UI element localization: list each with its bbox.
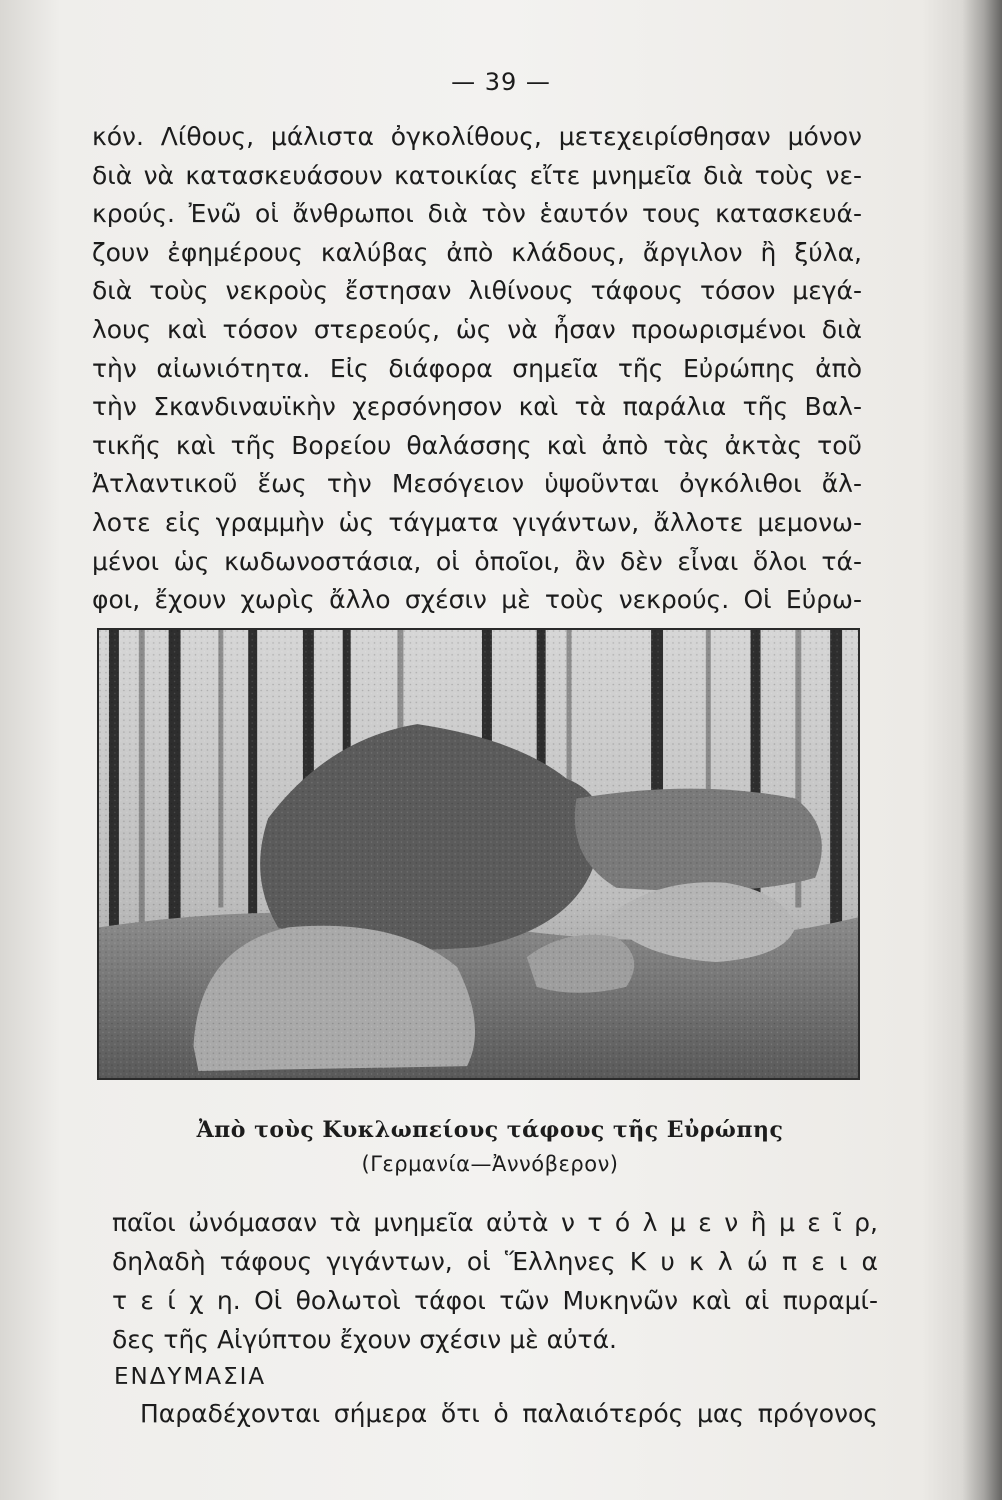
paragraph-top — [92, 118, 862, 620]
megalith-photograph — [97, 628, 860, 1080]
section-first-line: Παραδέχονται σήμερα ὅτι ὁ παλαιότερός μας πρόγονος — [140, 1399, 878, 1428]
paragraph-bottom — [112, 1203, 878, 1359]
text-line: λοτε εἰς γραμμὴν ὡς τάγματα γιγάντων, ἄλλοτε μεμονω- — [92, 507, 862, 537]
text-line: Ἀτλαντικοῦ ἕως τὴν Μεσόγειον ὑψοῦνται ὀγκόλιθοι ἄλ- — [92, 469, 862, 499]
text-line: διὰ τοὺς νεκροὺς ἔστησαν λιθίνους τάφους τόσον μεγά- — [92, 276, 862, 306]
text-line: παῖοι ὠνόμασαν τὰ μνημεῖα αὐτὰ ν τ ό λ μ ε ν ἢ μ ε ῖ ρ, — [112, 1208, 878, 1237]
text-line: ζουν ἐφημέρους καλύβας ἀπὸ κλάδους, ἄργιλον ἢ ξύλα, — [92, 237, 862, 267]
text-line: δηλαδὴ τάφους γιγάντων, οἱ Ἕλληνες Κ υ κ λ ώ π ε ι α — [112, 1247, 878, 1276]
text-line: κρούς. Ἐνῶ οἱ ἄνθρωποι διὰ τὸν ἑαυτόν τους κατασκευά- — [92, 199, 862, 229]
binding-shadow — [962, 0, 1002, 1500]
text-line: λους καὶ τόσον στερεούς, ὡς νὰ ἦσαν προωρισμένοι διὰ — [92, 314, 862, 344]
text-line: κόν. Λίθους, μάλιστα ὀγκολίθους, μετεχειρίσθησαν μόνον — [92, 122, 862, 151]
text-line: μένοι ὡς κωδωνοστάσια, οἱ ὁποῖοι, ἂν δὲν εἶναι ὅλοι τά- — [92, 546, 862, 576]
figure-caption-subtitle: (Γερμανία—Ἀννόβερον) — [361, 1152, 619, 1176]
figure-caption-title: Ἀπὸ τοὺς Κυκλωπείους τάφους τῆς Εὐρώπης — [196, 1117, 784, 1143]
page-number: — 39 — — [451, 68, 551, 96]
section-heading: ΕΝΔΥΜΑΣΙΑ — [114, 1364, 267, 1390]
text-line: φοι, ἔχουν χωρὶς ἄλλο σχέσιν μὲ τοὺς νεκρούς. Οἱ Εὐρω- — [92, 585, 862, 615]
text-line: δες τῆς Αἰγύπτου ἔχουν σχέσιν μὲ αὐτά. — [112, 1325, 618, 1354]
text-line: διὰ νὰ κατασκευάσουν κατοικίας εἴτε μνημεῖα διὰ τοὺς νε- — [92, 160, 862, 190]
text-line: τὴν αἰωνιότητα. Εἰς διάφορα σημεῖα τῆς Εὐρώπης ἀπὸ — [92, 353, 862, 383]
text-line: τὴν Σκανδιναυϊκὴν χερσόνησον καὶ τὰ παράλια τῆς Βαλ- — [92, 392, 862, 422]
forest-dolmen-illustration — [99, 630, 858, 1078]
text-line: τικῆς καὶ τῆς Βορείου θαλάσσης καὶ ἀπὸ τὰς ἀκτὰς τοῦ — [92, 430, 862, 460]
text-line: τ ε ί χ η. Οἱ θολωτοὶ τάφοι τῶν Μυκηνῶν καὶ αἱ πυραμί- — [112, 1286, 878, 1315]
